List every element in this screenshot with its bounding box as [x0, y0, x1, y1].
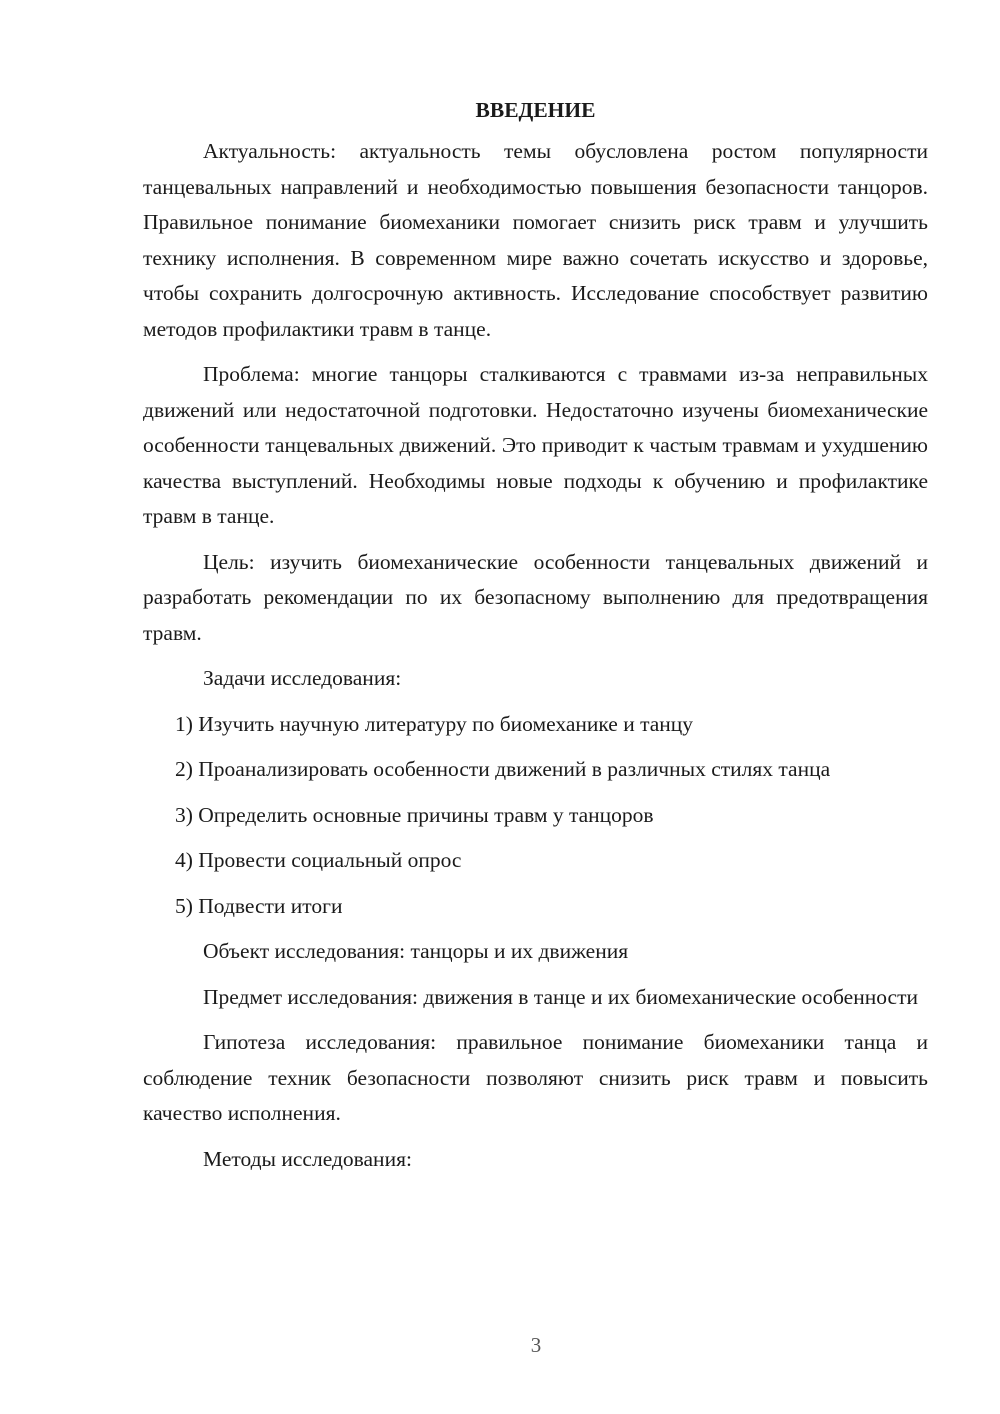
methods-heading: Методы исследования: [203, 1146, 412, 1171]
task-item: 4) Провести социальный опрос [175, 848, 462, 872]
task-item: 2) Проанализировать особенности движений в различных стилях танца [175, 757, 831, 781]
hypothesis-paragraph: Гипотеза исследования: правильное понимание биомеханики танца и соблюдение техник безопасности позволяют снизить риск травм и повысить качество исполнения. [143, 1030, 928, 1125]
tasks-heading: Задачи исследования: [203, 666, 402, 690]
problem-paragraph: Проблема: многие танцоры сталкиваются с травмами из-за неправильных движений или недостаточной подготовки. Недостаточно изучены биомеханические особенности танцевальных движений. Это приводит к частым травмам и ухудшению качества выступлений. Необходимы новые подходы к обучению и профилактике травм в танце. [143, 362, 928, 528]
goal-paragraph: Цель: изучить биомеханические особенности танцевальных движений и разработать рекомендации по их безопасному выполнению для предотвращения травм. [143, 549, 928, 645]
page-number: 3 [530, 1333, 542, 1357]
tasks-list [143, 707, 928, 925]
relevance-paragraph: Актуальность: актуальность темы обусловлена ростом популярности танцевальных направлений и необходимостью повышения безопасности танцоров. Правильное понимание биомеханики помогает снизить риск травм и улучшить технику исполнения. В современном мире важно сочетать искусство и здоровье, чтобы сохранить долгосрочную активность. Исследование способствует развитию методов профилактики травм в танце. [143, 139, 928, 341]
task-item: 1) Изучить научную литературу по биомеханике и танцу [175, 711, 694, 736]
section-title: ВВЕДЕНИЕ [475, 98, 596, 122]
document-page [143, 92, 928, 1187]
task-item: 3) Определить основные причины травм у танцоров [175, 802, 654, 827]
object-paragraph: Объект исследования: танцоры и их движения [203, 939, 629, 963]
subject-paragraph: Предмет исследования: движения в танце и их биомеханические особенности [203, 984, 918, 1009]
task-item: 5) Подвести итоги [175, 893, 343, 918]
